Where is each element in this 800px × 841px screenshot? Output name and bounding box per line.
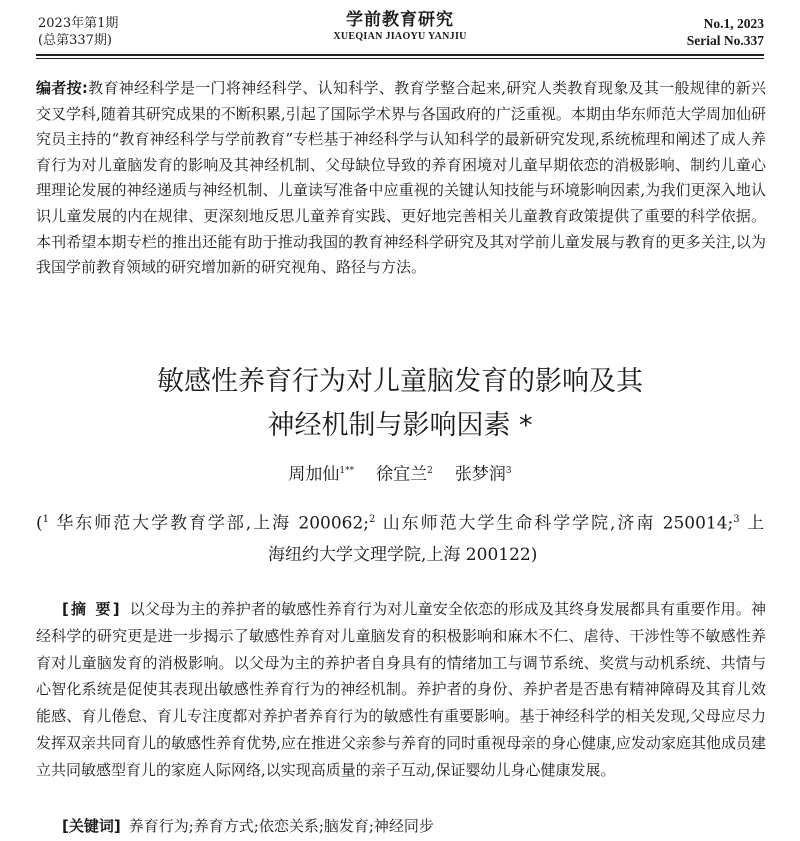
header-issue-en bbox=[687, 15, 764, 49]
author-superscript: 2 bbox=[427, 466, 433, 476]
abstract-text: 以父母为主的养护者的敏感性养育行为对儿童安全依恋的形成及其终身发展都具有重要作用。神经科学的研究更是进一步揭示了敏感性养育对儿童脑发育的积极影响和麻木不仁、虐待、干涉性等不敏感性养育对儿童脑发育的消极影响。以父母为主的养护者自身具有的情绪加工与调节系统、奖赏与动机系统、共情与心智化系统是促使其表现出敏感性养育行为的神经机制。养护者的身份、养护者是否患有精神障碍及其育儿效能感、育儿倦怠、育儿专注度都对养护者养育行为的敏感性有重要影响。基于神经科学的相关发现,父母应尽力发挥双亲共同育儿的敏感性养育优势,应在推进父亲参与养育的同时重视母亲的身心健康,应发动家庭其他成员建立共同敏感型育儿的家庭人际网络,以实现高质量的亲子互动,保证婴幼儿身心健康发展。 bbox=[36, 600, 766, 779]
keywords bbox=[36, 813, 766, 839]
article-title bbox=[36, 360, 764, 448]
keywords-text: 养育行为;养育方式;依恋关系;脑发育;神经同步 bbox=[128, 817, 434, 835]
author-superscript: 3 bbox=[505, 466, 512, 476]
header-issue-cn bbox=[38, 15, 118, 49]
journal-name-cn: 学前教育研究 bbox=[346, 10, 454, 30]
author-name: 徐宜兰 bbox=[376, 464, 428, 485]
author-name: 周加仙 bbox=[288, 464, 340, 485]
serial-en: Serial No.337 bbox=[686, 33, 764, 48]
abstract-label: [摘 要] bbox=[62, 600, 122, 618]
author-superscript: 1** bbox=[339, 466, 355, 476]
title-line-1: 敏感性养育行为对儿童脑发育的影响及其 bbox=[157, 366, 643, 397]
keywords-label: [关键词] bbox=[62, 817, 121, 835]
author-list bbox=[36, 460, 764, 486]
issue-cn: 2023年第1期 bbox=[38, 16, 119, 31]
serial-cn: (总第337期) bbox=[38, 33, 112, 48]
journal-masthead bbox=[300, 10, 500, 43]
editor-note bbox=[36, 76, 766, 281]
title-line-2: 神经机制与影响因素 * bbox=[267, 410, 533, 441]
editor-note-text: 教育神经科学是一门将神经科学、认知科学、教育学整合起来,研究人类教育现象及其一般规律的新兴交叉学科,随着其研究成果的不断积累,引起了国际学术界与各国政府的广泛重视。本期由华东师范大学周加仙研究员主持的“教育神经科学与学前教育”专栏基于神经科学与认知科学的最新研究发现,系统梳理和阐述了成人养育行为对儿童脑发育的影响及其神经机制、父母缺位导致的养育困境对儿童早期依恋的消极影响、制约儿童心理理论发展的神经递质与神经机制、儿童读写准备中应重视的关键认知技能与环境影响因素,为我们更深入地认识儿童发展的内在规律、更深刻地反思儿童养育实践、更好地完善相关儿童教育政策提供了重要的科学依据。本刊希望本期专栏的推出还能有助于推动我国的教育神经科学研究及其对学前儿童发展与教育的更多关注,以为我国学前教育领域的研究增加新的研究视角、路径与方法。 bbox=[36, 79, 766, 277]
affiliations bbox=[36, 504, 764, 571]
editor-note-label: 编者按: bbox=[36, 79, 88, 97]
issue-en: No.1, 2023 bbox=[703, 16, 764, 31]
affiliation-line-2: 海纽约大学文理学院,上海 200122) bbox=[268, 544, 538, 565]
page-header bbox=[0, 0, 800, 70]
header-rule-thin bbox=[36, 58, 764, 59]
affiliation-line-1: ($^1$ 华东师范大学教育学部,上海 200062;$^2$ 山东师范大学生命科学学院,济南 250014;$^3$ 上 bbox=[36, 513, 765, 534]
author-name: 张梦润 bbox=[454, 464, 506, 485]
header-rule-thick bbox=[36, 54, 764, 56]
abstract bbox=[36, 596, 766, 784]
journal-name-en: XUEQIAN JIAOYU YANJIU bbox=[333, 31, 467, 42]
